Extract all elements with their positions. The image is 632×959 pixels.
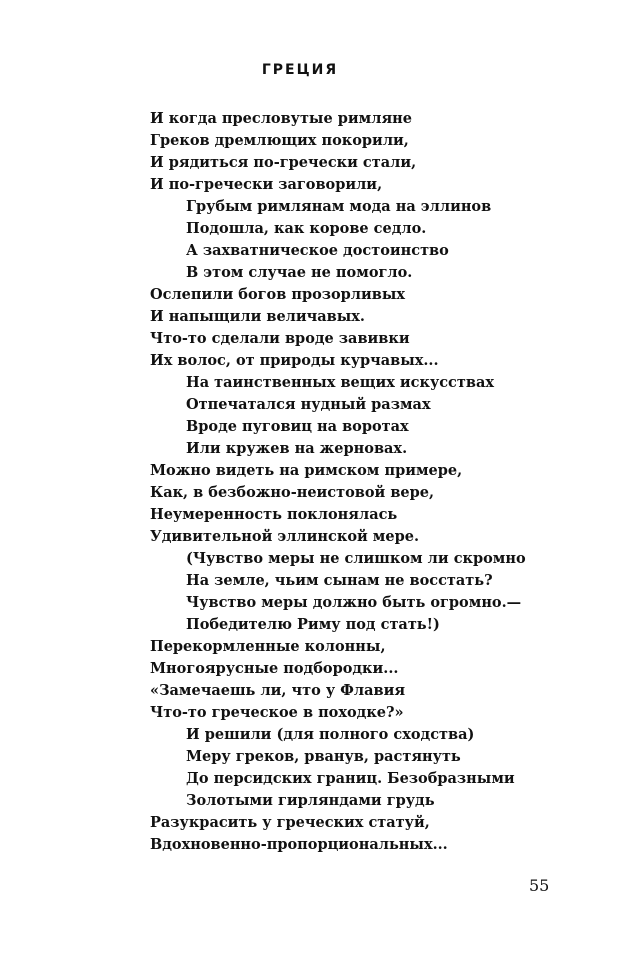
poem-line: Чувство меры должно быть огромно.— [186,594,522,611]
poem-line: Неумеренность поклонялась [150,506,398,523]
poem-line: Их волос, от природы курчавых... [150,352,439,369]
poem-line: (Чувство меры не слишком ли скромно [186,550,526,567]
poem-line: На земле, чьим сынам не восстать? [186,572,493,589]
poem-line: Вроде пуговиц на воротах [186,418,409,435]
poem-line: Меру греков, рванув, растянуть [186,748,461,765]
poem-line: Грубым римлянам мода на эллинов [186,198,492,215]
poem-line: Многоярусные подбородки... [150,660,399,677]
poem-line: Удивительной эллинской мере. [150,528,420,545]
poem-line: Победителю Риму под стать!) [186,616,440,633]
poem-line: Золотыми гирляндами грудь [186,792,435,809]
poem-line: Что-то греческое в походке?» [150,704,404,721]
poem-body [150,108,526,856]
poem-line: И рядиться по-гречески стали, [150,154,417,171]
poem-line: «Замечаешь ли, что у Флавия [150,682,406,699]
poem-line: И по-гречески заговорили, [150,176,383,193]
poem-line: Ослепили богов прозорливых [150,286,406,303]
poem-line: И напыщили величавых. [150,308,365,325]
poem-line: До персидских границ. Безобразными [186,770,515,787]
poem-line: Отпечатался нудный размах [186,396,431,413]
poem-line: Можно видеть на римском примере, [150,462,463,479]
poem-line: Вдохновенно-пропорциональных... [150,836,448,853]
poem-line: А захватническое достоинство [186,242,449,259]
poem-line: Перекормленные колонны, [150,638,386,655]
poem-line: И когда пресловутые римляне [150,110,412,127]
poem-line: Подошла, как корове седло. [186,220,427,237]
poem-line: Что-то сделали вроде завивки [150,330,410,347]
poem-line: В этом случае не помогло. [186,264,413,281]
poem-line: И решили (для полного сходства) [186,726,475,743]
poem-line: На таинственных вещих искусствах [186,374,494,391]
poem-line: Греков дремлющих покорили, [150,132,409,149]
poem-line: Или кружев на жерновах. [186,440,408,457]
poem-title: ГРЕЦИЯ [261,62,339,78]
poem-line: Как, в безбожно-неистовой вере, [150,484,435,501]
page-number: 55 [529,876,550,895]
poem-line: Разукрасить у греческих статуй, [150,814,430,831]
